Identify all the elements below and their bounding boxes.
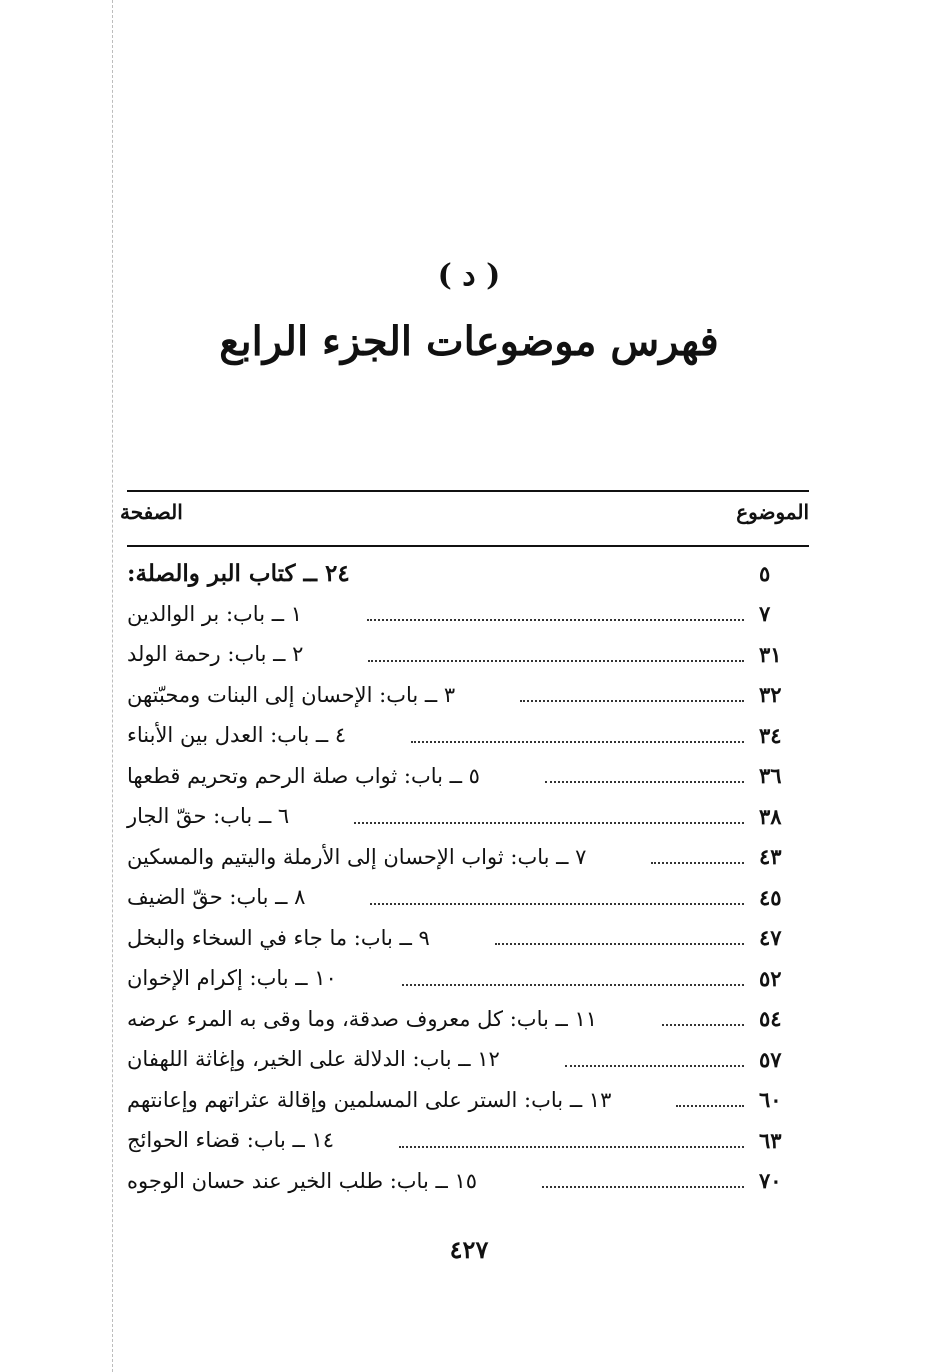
dot-leader (662, 1003, 744, 1026)
toc-entry-text: ٣ ــ باب: الإحسان إلى البنات ومحبّتهن (127, 682, 456, 707)
toc-entry-text: ٨ ــ باب: حقّ الضيف (127, 885, 306, 910)
toc-entry-page: ٣٨ (759, 803, 782, 829)
toc-entry-text: ١ ــ باب: بر الوالدين (127, 601, 302, 626)
header-top-rule (127, 490, 809, 492)
toc-row (127, 999, 809, 1040)
toc-row (127, 1080, 809, 1121)
dot-leader (368, 639, 744, 662)
toc-entry-page: ٣٦ (759, 763, 782, 789)
toc-entry-text: ١٥ ــ باب: طلب الخير عند حسان الوجوه (127, 1168, 478, 1193)
toc-entry-page: ٥٢ (759, 965, 782, 991)
toc-row (127, 918, 809, 959)
toc-row (127, 1161, 809, 1202)
toc-entry-page: ٧٠ (759, 1168, 782, 1194)
toc-entry-text: ١٤ ــ باب: قضاء الحوائج (127, 1128, 335, 1153)
toc-row (127, 877, 809, 918)
toc-entry-page: ٣٤ (759, 722, 782, 748)
toc-chapter-row (127, 553, 809, 594)
dot-leader (367, 598, 744, 621)
toc-row (127, 796, 809, 837)
section-letter: ( د ) (437, 258, 501, 293)
header-bottom-rule (127, 545, 809, 547)
page-column-header: الصفحة (120, 500, 183, 524)
toc-row (127, 837, 809, 878)
topic-column-header: الموضوع (736, 500, 809, 524)
page-edge-line (112, 0, 113, 1372)
toc-entry-page: ٣١ (759, 641, 782, 667)
toc-entry-page: ٤٧ (759, 925, 782, 951)
toc-entry-text: ٢ ــ باب: رحمة الولد (127, 642, 304, 667)
toc-entry-page: ٦٣ (759, 1127, 782, 1153)
dot-leader (360, 559, 744, 580)
toc-entry-text: ٥ ــ باب: ثواب صلة الرحم وتحريم قطعها (127, 763, 480, 788)
dot-leader (545, 760, 744, 783)
toc-entry-page: ٥٧ (759, 1046, 782, 1072)
dot-leader (399, 1125, 744, 1148)
dot-leader (676, 1084, 744, 1107)
toc-list (127, 553, 809, 1201)
toc-entry-page: ٧ (759, 601, 771, 627)
toc-entry-text: ٦ ــ باب: حقّ الجار (127, 804, 290, 829)
toc-entry-page: ٥٤ (759, 1006, 782, 1032)
toc-row (127, 715, 809, 756)
toc-row (127, 594, 809, 635)
dot-leader (565, 1044, 744, 1067)
page-number: ٤٢٧ (449, 1235, 489, 1264)
dot-leader (520, 679, 744, 702)
toc-entry-text: ٢٤ ــ كتاب البر والصلة: (127, 559, 350, 587)
dot-leader (411, 720, 744, 743)
toc-entry-text: ١٣ ــ باب: الستر على المسلمين وإقالة عثراتهم وإعانتهم (127, 1087, 612, 1112)
toc-row (127, 958, 809, 999)
toc-entry-text: ١٢ ــ باب: الدلالة على الخير، وإغاثة اللهفان (127, 1047, 500, 1072)
page-title: فهرس موضوعات الجزء الرابع (219, 318, 719, 365)
toc-entry-page: ٤٣ (759, 844, 782, 870)
toc-row (127, 756, 809, 797)
toc-entry-text: ٩ ــ باب: ما جاء في السخاء والبخل (127, 925, 430, 950)
toc-row (127, 1039, 809, 1080)
toc-entry-page: ٤٥ (759, 884, 782, 910)
toc-entry-page: ٣٢ (759, 682, 782, 708)
toc-row (127, 675, 809, 716)
toc-row (127, 634, 809, 675)
dot-leader (495, 922, 744, 945)
dot-leader (651, 841, 744, 864)
toc-entry-page: ٦٠ (759, 1087, 782, 1113)
toc-entry-page: ٥ (759, 560, 771, 586)
toc-row (127, 1120, 809, 1161)
dot-leader (354, 801, 744, 824)
toc-entry-text: ١٠ ــ باب: إكرام الإخوان (127, 966, 337, 991)
dot-leader (542, 1165, 744, 1188)
dot-leader (370, 882, 744, 905)
toc-entry-text: ٧ ــ باب: ثواب الإحسان إلى الأرملة واليتيم والمسكين (127, 844, 587, 869)
toc-entry-text: ١١ ــ باب: كل معروف صدقة، وما وقى به المرء عرضه (127, 1006, 598, 1031)
dot-leader (402, 963, 744, 986)
toc-entry-text: ٤ ــ باب: العدل بين الأبناء (127, 723, 347, 748)
